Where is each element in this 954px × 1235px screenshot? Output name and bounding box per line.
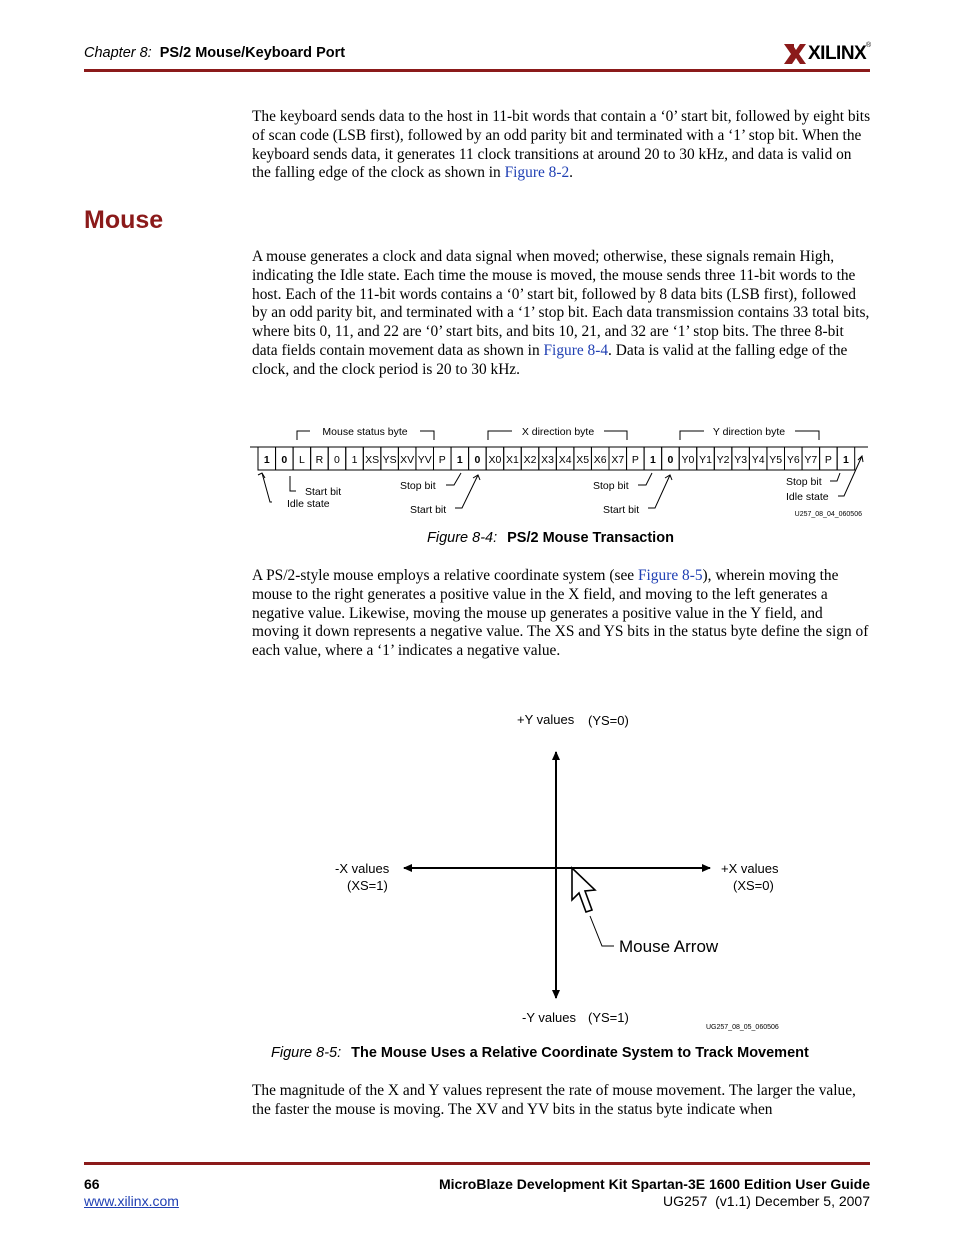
bit-cell-label: 0 [281,454,288,466]
bit-cell-label: P [438,454,446,466]
bit-cell-label: 1 [843,454,849,466]
intro-text: The keyboard sends data to the host in 11-bit words that contain a ‘0’ start bit, followed by eight bits of scan code (LSB first), followed by an odd parity bit and terminated with a ‘1’ stop bit. When the keyboard sends data, it generates 11 clock transitions at around 20 to 30 kHz, and data is valid on the falling edge of the clock as shown in [252,108,871,182]
header-rule [84,69,870,72]
bit-cell-label: 1 [649,454,656,466]
bit-cell-label: XV [400,454,415,466]
mouse-end: . Data is valid at the falling edge of the clock, and the clock period is 20 to 30 kHz. [252,341,848,378]
bit-cell-label: Y2 [716,454,730,466]
stop-bit-label-2: Stop bit [593,480,629,492]
bit-cell-label: X3 [541,454,554,466]
caption-label: Figure 8-4: [427,530,498,546]
chapter-title: PS/2 Mouse/Keyboard Port [159,45,346,61]
logo-registered: ® [866,42,872,49]
figure-code: U257_08_04_060506 [794,511,862,518]
bit-cell-label: 1 [263,454,270,466]
mouse-arrow-label: Mouse Arrow [619,937,719,956]
bit-cell-label: YS [382,454,397,466]
bit-cells [250,447,868,470]
bit-cell-label: Y1 [699,454,712,466]
plus-y-sign: (YS=0) [588,713,629,728]
coord-end: ), wherein moving the mouse to the right generates a positive value in the X field, and moving to the left generates a negative value. Likewise, moving the mouse up generates a positive value in the Y field, and moving it down represents a negative value. The XS and YS bits in the status byte define the sign of each value, where a ‘1’ indicates a negative value. [252,567,869,660]
mouse-arrow-leader [590,916,614,946]
figure-code: UG257_08_05_060506 [706,1024,779,1031]
ps2-transaction-diagram [250,418,875,523]
minus-y-sign: (YS=1) [588,1010,629,1025]
y-byte-label: Y direction byte [712,426,786,438]
footer-rule [84,1162,870,1165]
figure-8-4-link[interactable]: Figure 8-4 [543,341,609,359]
minus-y-label: -Y values [522,1010,576,1025]
bit-cell-label: 0 [474,454,481,466]
coordinate-system-diagram [320,700,800,1040]
bit-cell-label: X1 [506,454,519,466]
bit-cell-label: Y6 [786,454,800,466]
coordinate-paragraph [252,567,872,661]
start-bit-label-1: Start bit [305,486,342,498]
bit-cell-label: R [315,454,324,466]
website-link[interactable]: www.xilinx.com [84,1193,179,1209]
doc-id: UG257 (v1.1) December 5, 2007 [663,1193,870,1209]
figure-8-2-link[interactable]: Figure 8-2 [504,164,570,182]
bit-cell-label: X2 [523,454,537,466]
intro-end: . [569,164,573,182]
figure-8-4-caption [427,530,674,546]
start-bit-label-3: Start bit [603,504,640,516]
caption-label: Figure 8-5: [271,1045,342,1061]
bit-cell-label: Y4 [751,454,765,466]
mouse-paragraph [252,248,872,380]
running-header [84,45,345,61]
chapter-label: Chapter 8: [84,45,152,61]
bit-cell-label: Y0 [681,454,695,466]
plus-x-label: +X values [721,861,779,876]
figure-8-5-link[interactable]: Figure 8-5 [637,567,703,584]
bit-cell-label: Y3 [734,454,748,466]
coord-text: A PS/2-style mouse employs a relative coordinate system (see [252,567,638,584]
bit-cell-label: X6 [593,454,607,466]
closing-paragraph: The magnitude of the X and Y values represent the rate of mouse movement. The larger the value, the faster the mouse is moving. The XV and YV bits in the status byte indicate when [252,1082,856,1118]
bit-cell-label: X7 [611,454,625,466]
xilinx-logo [782,40,872,68]
bit-cell-label: X0 [488,454,502,466]
bit-cell-label: Y5 [769,454,783,466]
guide-title: MicroBlaze Development Kit Spartan-3E 1600 Edition User Guide [439,1176,870,1192]
idle-state-label-2: Idle state [786,491,829,503]
bit-cell-label: YV [417,454,432,466]
idle-state-label-1: Idle state [287,498,330,510]
mouse-text: A mouse generates a clock and data signal when moved; otherwise, these signals remain High, indicating the Idle state. Each time the mouse is moved, the mouse sends three 11-bit words to the host. Each of the 11-bit words contains a ‘0’ start bit, followed by 8 data bits (LSB first), followed by an odd parity bit, and terminated with a ‘1’ stop bit. Each data transmission contains 33 total bits, where bits 0, 11, and 22 are ‘0’ start bits, and bits 10, 21, and 32 are ‘1’ stop bits. The three 8-bit data fields contain movement data as shown in [252,248,870,359]
bit-cell-label: X5 [576,454,590,466]
bit-cell-label: 0 [667,454,674,466]
page-number: 66 [84,1176,100,1192]
minus-x-sign: (XS=1) [347,878,388,893]
bit-cell-label: P [631,454,639,466]
bit-cell-label: X4 [558,454,572,466]
start-bit-label-2: Start bit [410,504,447,516]
x-byte-label: X direction byte [521,426,595,438]
mouse-arrow-icon [572,868,595,912]
figure-8-5-caption [271,1045,809,1061]
intro-paragraph [252,108,872,183]
logo-text: XILINX [808,43,867,64]
bit-cell-label: L [298,454,305,466]
stop-bit-label-1: Stop bit [400,480,436,492]
section-heading: Mouse [84,206,164,234]
caption-title: PS/2 Mouse Transaction [507,530,674,546]
stop-bit-label-3: Stop bit [786,476,822,488]
bit-cell-label: Y7 [804,454,818,466]
bit-cell-label: P [824,454,832,466]
caption-title: The Mouse Uses a Relative Coordinate System to Track Movement [351,1045,809,1061]
minus-x-label: -X values [335,861,390,876]
bit-cell-label: 0 [334,454,340,466]
status-byte-label: Mouse status byte [322,426,408,438]
plus-x-sign: (XS=0) [733,878,774,893]
bit-cell-label: XS [365,454,380,466]
bit-cell-label: 1 [456,454,463,466]
bit-cell-label: 1 [351,454,358,466]
plus-y-label: +Y values [517,712,575,727]
